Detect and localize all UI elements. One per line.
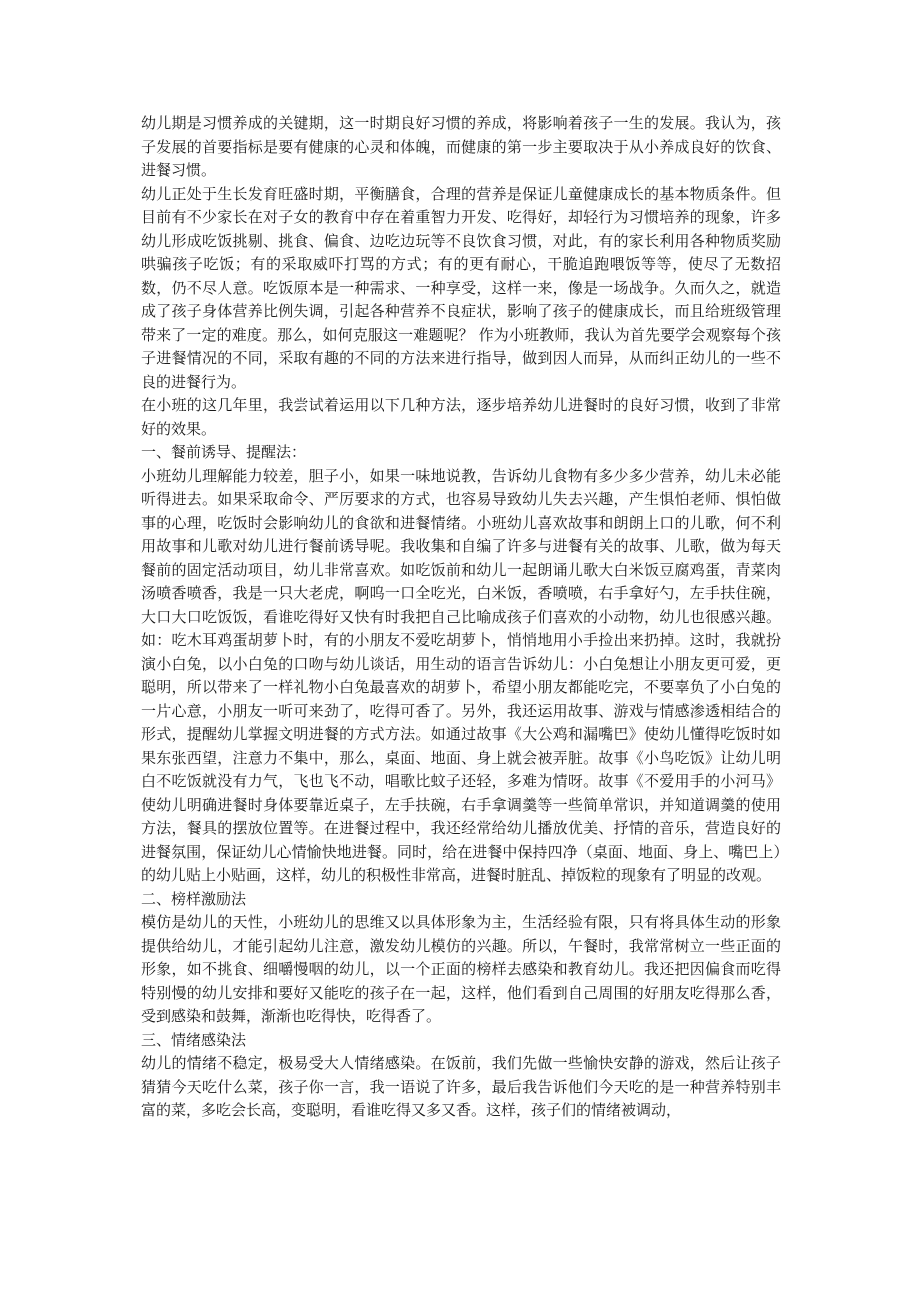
paragraph-background: 幼儿正处于生长发育旺盛时期，平衡膳食，合理的营养是保证儿童健康成长的基本物质条件。但目前有不少家长在对子女的教育中存在着重智力开发、吃得好，却轻行为习惯培养的现象，许多幼儿形成吃饭挑剔、挑食、偏食、边吃边玩等不良饮食习惯，对此，有的家长利用各种物质奖励哄骗孩子吃饭；有的采取威吓打骂的方式；有的更有耐心，干脆追跑喂饭等等，使尽了无数招数，仍不尽人意。吃饭原本是一种需求、一种享受，这样一来，像是一场战争。久而久之，就造成了孩子身体营养比例失调，引起各种营养不良症状，影响了孩子的健康成长，而且给班级管理带来了一定的难度。那么，如何克服这一难题呢？ 作为小班教师，我认为首先要学会观察每个孩子进餐情况的不同，采取有趣的不同的方法来进行指导，做到因人而异，从而纠正幼儿的一些不良的进餐行为。	[141, 184, 781, 391]
document-body	[141, 112, 781, 1123]
paragraph-section-3: 幼儿的情绪不稳定，极易受大人情绪感染。在饭前，我们先做一些愉快安静的游戏，然后让孩子猜猜今天吃什么菜，孩子你一言，我一语说了许多，最后我告诉他们今天吃的是一种营养特别丰富的菜，多吃会长高，变聪明，看谁吃得又多又香。这样，孩子们的情绪被调动，	[141, 1054, 781, 1119]
section-heading-2: 二、榜样激励法	[141, 889, 247, 908]
paragraph-intro: 幼儿期是习惯养成的关键期，这一时期良好习惯的养成，将影响着孩子一生的发展。我认为，孩子发展的首要指标是要有健康的心灵和体魄，而健康的第一步主要取决于从小养成良好的饮食、进餐习惯。	[141, 114, 781, 179]
paragraph-section-1: 小班幼儿理解能力较差，胆子小，如果一味地说教，告诉幼儿食物有多少多少营养，幼儿未必能听得进去。如果采取命令、严厉要求的方式，也容易导致幼儿失去兴趣，产生惧怕老师、惧怕做事的心理，吃饭时会影响幼儿的食欲和进餐情绪。小班幼儿喜欢故事和朗朗上口的儿歌，何不利用故事和儿歌对幼儿进行餐前诱导呢。我收集和自编了许多与进餐有关的故事、儿歌，做为每天餐前的固定活动项目，幼儿非常喜欢。如吃饭前和幼儿一起朗诵儿歌大白米饭豆腐鸡蛋，青菜肉汤喷香喷香，我是一只大老虎，啊呜一口全吃光，白米饭，香喷喷，右手拿好勺，左手扶住碗，大口大口吃饭饭，看谁吃得好又快有时我把自己比喻成孩子们喜欢的小动物，幼儿也很感兴趣。如：吃木耳鸡蛋胡萝卜时，有的小朋友不爱吃胡萝卜，悄悄地用小手捡出来扔掉。这时，我就扮演小白兔，以小白兔的口吻与幼儿谈话，用生动的语言告诉幼儿：小白兔想让小朋友更可爱，更聪明，所以带来了一样礼物小白兔最喜欢的胡萝卜，希望小朋友都能吃完，不要辜负了小白兔的一片心意，小朋友一听可来劲了，吃得可香了。另外，我还运用故事、游戏与情感渗透相结合的形式，提醒幼儿掌握文明进餐的方式方法。如通过故事《大公鸡和漏嘴巴》使幼儿懂得吃饭时如果东张西望，注意力不集中，那么，桌面、地面、身上就会被弄脏。故事《小鸟吃饭》让幼儿明白不吃饭就没有力气，飞也飞不动，唱歌比蚊子还轻，多难为情呀。故事《不爱用手的小河马》使幼儿明确进餐时身体要靠近桌子，左手扶碗，右手拿调羹等一些简单常识，并知道调羹的使用方法，餐具的摆放位置等。在进餐过程中，我还经常给幼儿播放优美、抒情的音乐，营造良好的进餐氛围，保证幼儿心情愉快地进餐。同时，给在进餐中保持四净（桌面、地面、身上、嘴巴上）的幼儿贴上小贴画，这样，幼儿的积极性非常高，进餐时脏乱、掉饭粒的现象有了明显的改观。	[141, 466, 781, 884]
section-heading-3: 三、情绪感染法	[141, 1030, 247, 1049]
paragraph-approach: 在小班的这几年里，我尝试着运用以下几种方法，逐步培养幼儿进餐时的良好习惯，收到了非常好的效果。	[141, 396, 781, 438]
section-heading-1: 一、餐前诱导、提醒法：	[141, 443, 307, 461]
paragraph-section-2: 模仿是幼儿的天性，小班幼儿的思维又以具体形象为主，生活经验有限，只有将具体生动的形象提供给幼儿，才能引起幼儿注意，激发幼儿模仿的兴趣。所以，午餐时，我常常树立一些正面的形象，如不挑食、细嚼慢咽的幼儿，以一个正面的榜样去感染和教育幼儿。我还把因偏食而吃得特别慢的幼儿安排和要好又能吃的孩子在一起，这样，他们看到自己周围的好朋友吃得那么香，受到感染和鼓舞，渐渐也吃得快，吃得香了。	[141, 913, 781, 1025]
